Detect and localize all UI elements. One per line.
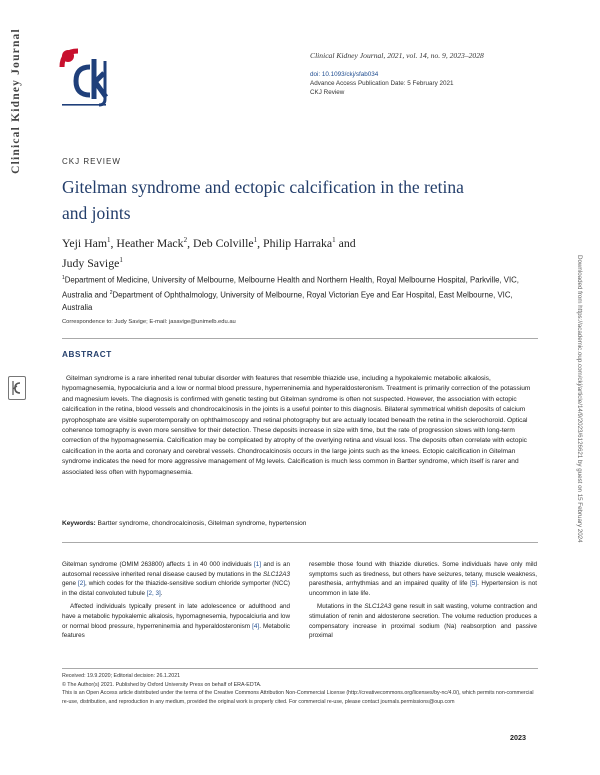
text-run: Affected individuals typically present in late adolescence or adulthood and have a metabolic hypokalemic alkalosis, hypomagnesemia, hypocalciuria and low or normal blood pressure, hyperreninemia and hyperaldosteronism [62,603,290,630]
article-title: Gitelman syndrome and ectopic calcification in the retina and joints [62,177,464,223]
body-paragraph [62,602,290,640]
journal-name-vertical: Clinical Kidney Journal [10,28,22,174]
author-separator: , [187,235,193,250]
body-paragraph [309,560,537,598]
correspondence: Correspondence to: Judy Savige; E-mail: jasavige@unimelb.edu.au [62,319,236,325]
keywords [62,520,536,527]
author-name[interactable]: Philip Harraka [263,235,333,250]
keywords-text: Bartter syndrome, chondrocalcinosis, Gitelman syndrome, hypertension [95,520,307,527]
text-run: and is an autosomal recessive inherited renal disease caused by mutations in the [62,561,290,578]
text-run: Mutations in the [317,603,365,611]
advance-access-date: Advance Access Publication Date: 5 February 2021 [310,80,454,87]
text-run: resemble those found with thiazide diuretics. Some individuals have only mild symptoms such as tiredness, but others have seizures, tetany, muscle weakness, paresthesia, arrhythmias and an impaired quality of life [309,561,537,588]
author-affiliation-mark: 1 [107,236,111,244]
text-run: . Hypertension is not uncommon in late life. [309,580,537,597]
citation-link[interactable]: [2, 3] [146,589,161,597]
citation-line: Clinical Kidney Journal, 2021, vol. 14, no. 9, 2023–2028 [310,51,484,60]
author-name[interactable]: Deb Colville [192,235,254,250]
author-affiliation-mark: 1 [332,236,336,244]
author-affiliation-mark: 1 [119,255,123,264]
doi-link[interactable]: doi: 10.1093/ckj/sfab034 [310,71,379,78]
text-run: . Metabolic features [62,622,291,640]
divider [62,542,538,543]
copyright: © The Author(s) 2021. Published by Oxford University Press on behalf of ERA-EDTA. [62,682,262,689]
section-label: CKJ REVIEW [62,157,121,166]
gene-name: SLC12A3 [263,570,290,578]
side-ckj-icon [9,377,25,399]
ckj-logo-icon [58,47,110,109]
author-affiliation-mark: 1 [253,236,258,244]
citation-link[interactable]: [1] [254,561,262,568]
divider [62,338,538,339]
text-run: . [160,589,163,597]
divider [62,668,538,669]
affiliation-2: Department of Ophthalmology, University of Melbourne, Royal Victorian Eye and Ear Hospital, East Melbourne, VIC, Australia [62,290,513,312]
abstract-text: Gitelman syndrome is a rare inherited renal tubular disorder with features that resemble thiazide use, including a hypokalemic metabolic alkalosis, hypomagnesemia, hypocalciuria and a low or normal blood pressure, hyperreninemia and hyperaldosteronism. Treatment is primarily correction of the potassium and magnesium levels. The diagnosis is confirmed with genetic testing but Gitelman syndrome is often not suspected. However, the association with ectopic calcification in the retina, blood vessels and chondrocalcinosis in the joints is a useful pointer to this diagnosis. Bilateral symmetrical whitish deposits of calcium pyrophosphate are visible superotemporally on ophthalmoscopy and retinal photography but are actually located beneath the retina in the sclerochoroid. Optical coherence tomography is even more sensitive for their detection. These deposits increase in size with time, but the rate of progression slows with long-term correction of the hypomagnesemia. Calcification may be complicated by atrophy of the overlying retina and visual loss. The deposits often correlate with ectopic calcification in the aorta and coronary and cerebral vessels. Chondrocalcinosis occurs in the large joints such as the knees. Ectopic calcification in Gitelman syndrome indicates the need for more aggressive management of Mg levels. Calcification is much less common in Bartter syndrome, which itself is rarer and associated less often with hypomagnesemia. [62,375,531,476]
text-run: , which codes for the thiazide-sensitive sodium chloride symporter (NCC) in the distal convoluted tubule [62,580,290,597]
affiliations [62,272,532,314]
author-name[interactable]: Yeji Ham [62,235,108,250]
gene-name: SLC12A3 [364,603,392,611]
page-number: 2023 [510,733,526,742]
author-separator: , [110,235,117,250]
citation-link[interactable]: [5] [470,580,478,588]
author-separator: and [335,235,356,250]
author-affiliation-mark: 2 [183,236,188,244]
citation-link[interactable]: [2] [77,580,85,588]
body-column-left [62,560,290,645]
author-separator: , [257,235,264,250]
affiliation-1: Department of Medicine, University of Melbourne, Melbourne Health and Northern Health, Royal Melbourne Hospital, Parkville, VIC, Australia and [62,275,519,300]
author-list [62,232,482,272]
citation-link[interactable]: [4] [252,622,260,630]
journal-info [310,51,550,97]
affiliation-number: 1 [62,275,65,281]
text-run: gene [62,580,78,588]
body-column-right [309,560,537,645]
ckj-logo [58,47,110,109]
side-ckj-logo [8,376,26,400]
received-dates: Received: 19.9.2020; Editorial decision: 26.1.2021 [62,673,181,679]
affiliation-number: 2 [109,289,113,296]
article-type: CKJ Review [310,89,345,96]
footer [62,672,538,706]
download-watermark: Downloaded from https://academic.oup.com/ckj/article/14/9/2023/6126621 by guest on 15 February 2024 [576,255,583,543]
keywords-label: Keywords: [62,520,96,527]
abstract-heading: ABSTRACT [62,350,112,359]
license: This is an Open Access article distributed under the terms of the Creative Commons Attribution Non-Commercial License (http://creativecommons.org/licenses/by-nc/4.0/), which permits non-commercial re-use, distribution, and reproduction in any medium, provided the original work is properly cited. For commercial re-use, please contact journals.permissions@oup.com [62,690,534,705]
body-paragraph [62,560,290,598]
author-name[interactable]: Heather Mack [116,235,184,250]
text-run: gene result in salt wasting, volume contraction and stimulation of renin and aldosterone secretion. The volume reduction produces a compensatory increase in proximal sodium (Na) reabsorption and passive proximal [309,603,538,640]
text-run: Gitelman syndrome (OMIM 263800) affects 1 in 40 000 individuals [62,561,254,568]
author-name[interactable]: Judy Savige [62,255,120,270]
body-paragraph [309,602,537,640]
